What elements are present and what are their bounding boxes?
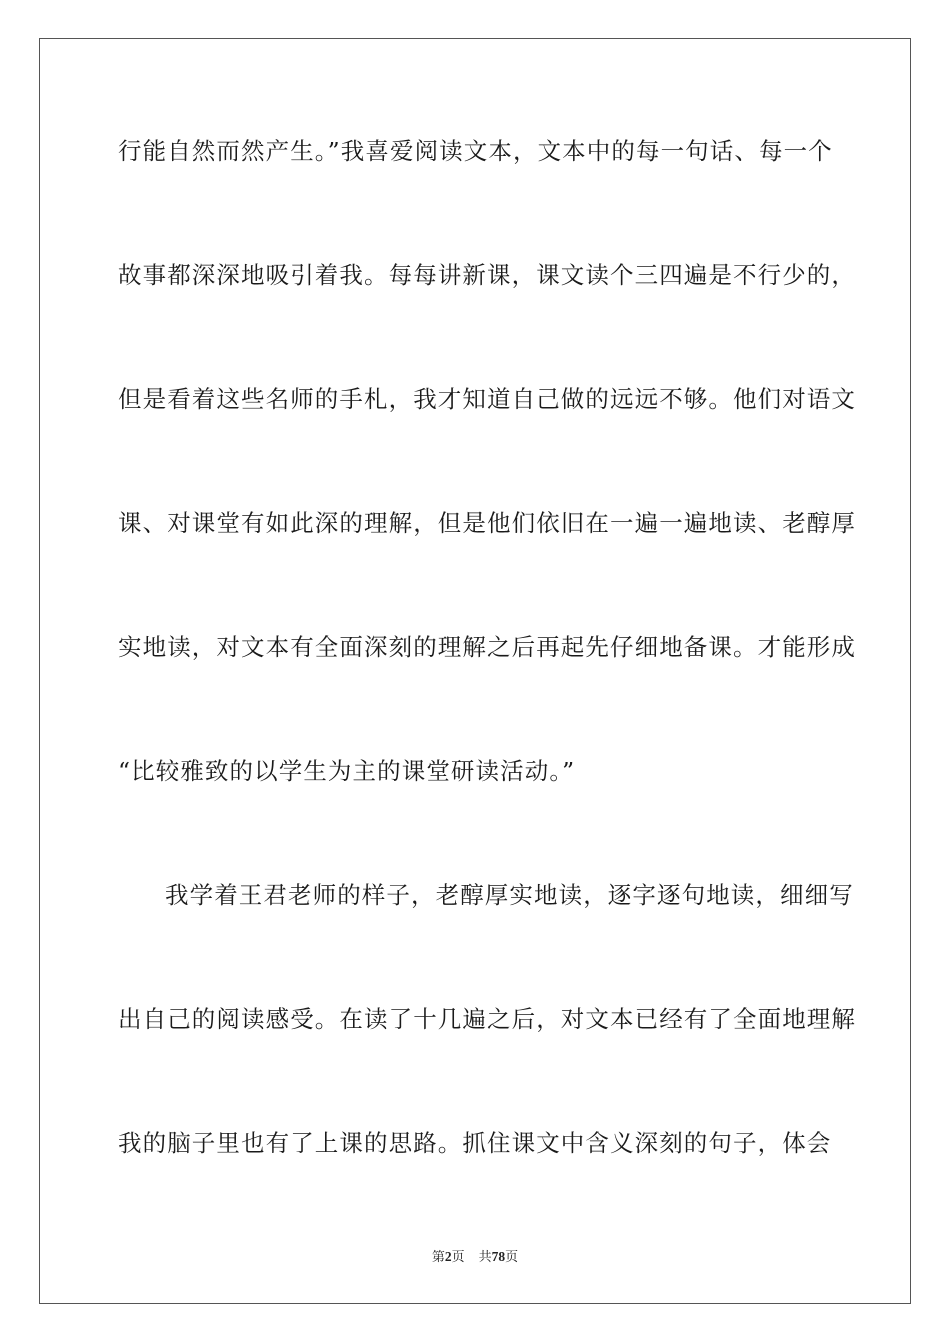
body-text-line: 出自己的阅读感受。在读了十几遍之后，对文本已经有了全面地理解 [118, 1005, 856, 1033]
body-text-line: 但是看着这些名师的手札，我才知道自己做的远远不够。他们对语文 [118, 385, 856, 413]
body-text-line: 我的脑子里也有了上课的思路。抓住课文中含义深刻的句子，体会 [118, 1129, 832, 1157]
page-border [39, 38, 911, 1304]
page-footer [0, 1248, 950, 1267]
body-text-line: “比较雅致的以学生为主的课堂研读活动。” [118, 757, 576, 785]
page-number: 2 [444, 1249, 452, 1264]
body-text-line: 课、对课堂有如此深的理解，但是他们依旧在一遍一遍地读、老醇厚 [118, 509, 856, 537]
body-text-line: 故事都深深地吸引着我。每每讲新课，课文读个三四遍是不行少的， [118, 261, 856, 289]
body-text-line: 实地读，对文本有全面深刻的理解之后再起先仔细地备课。才能形成 [118, 633, 856, 661]
total-pages: 78 [491, 1249, 506, 1264]
total-pages-suffix: 页 [505, 1250, 519, 1265]
page-number-prefix: 第 [431, 1250, 445, 1265]
paragraph-start-line: 我学着王君老师的样子，老醇厚实地读，逐字逐句地读，细细写 [165, 881, 854, 909]
body-text-line: 行能自然而然产生。”我喜爱阅读文本，文本中的每一句话、每一个 [118, 137, 833, 165]
total-pages-prefix: 共 [478, 1250, 492, 1265]
page-number-suffix: 页 [451, 1250, 465, 1265]
